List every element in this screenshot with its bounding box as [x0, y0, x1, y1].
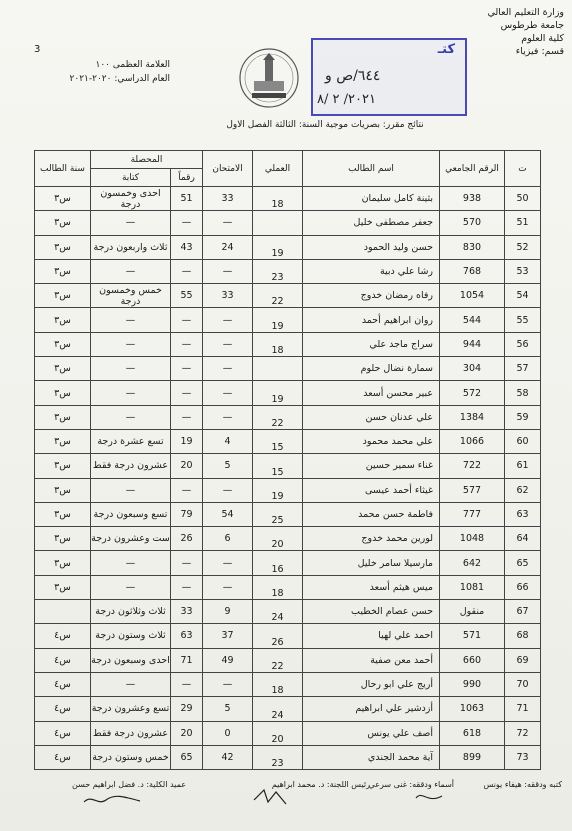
student-name-cell: جعفر مصطفى خليل: [303, 211, 440, 235]
student-name-cell: غناء سمير حسين: [303, 454, 440, 478]
student-year-cell: س٣: [35, 405, 91, 429]
exam-mark-cell: 0: [203, 721, 253, 745]
row-number-cell: 52: [505, 235, 541, 259]
total-numeric-cell: 26: [171, 527, 203, 551]
total-numeric-cell: 20: [171, 721, 203, 745]
row-number-cell: 53: [505, 259, 541, 283]
university-id-cell: 1066: [440, 429, 505, 453]
exam-mark-cell: 9: [203, 600, 253, 624]
table-row: [35, 381, 541, 405]
exam-mark-cell: —: [203, 551, 253, 575]
faculty-label: كلية العلوم: [521, 33, 564, 44]
student-year-cell: س٣: [35, 332, 91, 356]
total-numeric-cell: —: [171, 381, 203, 405]
table-row: [35, 600, 541, 624]
total-numeric-cell: —: [171, 259, 203, 283]
student-name-cell: حسن وليد الحمود: [303, 235, 440, 259]
total-words-cell: عشرون درجة فقط: [91, 721, 171, 745]
university-id-cell: 899: [440, 745, 505, 769]
student-year-cell: س٣: [35, 527, 91, 551]
total-words-cell: —: [91, 381, 171, 405]
university-id-cell: 777: [440, 502, 505, 526]
practical-mark-cell: 25: [253, 502, 303, 526]
course-caption: نتائج مقرر: بصريات موجية السنة: الثالثة الفصل الاول: [226, 120, 424, 130]
student-year-cell: س٣: [35, 551, 91, 575]
exam-mark-cell: —: [203, 259, 253, 283]
row-number-cell: 63: [505, 502, 541, 526]
practical-mark-cell: 20: [253, 721, 303, 745]
total-numeric-cell: —: [171, 357, 203, 381]
exam-mark-cell: —: [203, 381, 253, 405]
student-year-cell: س٤: [35, 624, 91, 648]
student-year-cell: س٣: [35, 187, 91, 211]
total-words-cell: تسع وسبعون درجة: [91, 502, 171, 526]
exam-mark-cell: 6: [203, 527, 253, 551]
exam-mark-cell: 54: [203, 502, 253, 526]
max-mark-label: العلامة العظمى ١٠٠: [95, 60, 170, 70]
row-number-cell: 72: [505, 721, 541, 745]
exam-mark-cell: 5: [203, 697, 253, 721]
practical-mark-cell: 18: [253, 332, 303, 356]
total-numeric-cell: —: [171, 478, 203, 502]
university-id-cell: 570: [440, 211, 505, 235]
row-number-cell: 68: [505, 624, 541, 648]
university-logo-icon: [238, 47, 300, 109]
total-words-cell: ثلاث وستون درجة: [91, 624, 171, 648]
row-number-cell: 55: [505, 308, 541, 332]
student-year-cell: س٣: [35, 259, 91, 283]
practical-mark-cell: 23: [253, 259, 303, 283]
practical-mark-cell: 26: [253, 624, 303, 648]
student-name-cell: أصف علي يونس: [303, 721, 440, 745]
university-label: جامعة طرطوس: [500, 20, 564, 31]
table-row: [35, 405, 541, 429]
table-row: [35, 429, 541, 453]
student-year-cell: [35, 600, 91, 624]
student-year-cell: س٤: [35, 697, 91, 721]
total-numeric-cell: 51: [171, 187, 203, 211]
university-id-cell: 1054: [440, 284, 505, 308]
table-row: [35, 211, 541, 235]
total-words-cell: —: [91, 478, 171, 502]
row-number-cell: 57: [505, 357, 541, 381]
university-id-cell: 768: [440, 259, 505, 283]
practical-mark-cell: 24: [253, 600, 303, 624]
student-year-cell: س٣: [35, 308, 91, 332]
dean-label: عميد الكلية: د. فضل ابراهيم حسن: [72, 780, 186, 789]
practical-mark-cell: 18: [253, 187, 303, 211]
row-number-cell: 70: [505, 672, 541, 696]
exam-mark-cell: 33: [203, 284, 253, 308]
total-words-cell: تسع وعشرون درجة: [91, 697, 171, 721]
total-words-cell: خمس وخمسون درجة: [91, 284, 171, 308]
exam-mark-cell: 4: [203, 429, 253, 453]
student-name-cell: علي محمد محمود: [303, 429, 440, 453]
table-row: [35, 308, 541, 332]
student-name-cell: سمارة نضال حلوم: [303, 357, 440, 381]
total-words-cell: ثلاث واربعون درجة: [91, 235, 171, 259]
table-row: [35, 551, 541, 575]
student-name-cell: عبير محسن أسعد: [303, 381, 440, 405]
exam-info: [30, 44, 170, 86]
university-id-cell: 1048: [440, 527, 505, 551]
table-row: [35, 187, 541, 211]
header-num: ت: [505, 151, 541, 187]
student-name-cell: روان ابراهيم أحمد: [303, 308, 440, 332]
exam-mark-cell: —: [203, 478, 253, 502]
table-row: [35, 624, 541, 648]
table-row: [35, 284, 541, 308]
table-row: [35, 575, 541, 599]
practical-mark-cell: 20: [253, 527, 303, 551]
student-year-cell: س٣: [35, 357, 91, 381]
total-numeric-cell: —: [171, 211, 203, 235]
total-words-cell: —: [91, 551, 171, 575]
total-numeric-cell: —: [171, 575, 203, 599]
student-name-cell: سراج ماجد علي: [303, 332, 440, 356]
total-words-cell: احدى وسبعون درجة: [91, 648, 171, 672]
total-numeric-cell: 43: [171, 235, 203, 259]
student-name-cell: احمد علي لهيا: [303, 624, 440, 648]
row-number-cell: 58: [505, 381, 541, 405]
header-practical: العملي: [253, 151, 303, 187]
total-numeric-cell: 19: [171, 429, 203, 453]
total-words-cell: احدى وخمسون درجة: [91, 187, 171, 211]
practical-mark-cell: 15: [253, 429, 303, 453]
practical-mark-cell: 22: [253, 284, 303, 308]
student-year-cell: س٤: [35, 745, 91, 769]
header-exam: الامتحان: [203, 151, 253, 187]
university-id-cell: 722: [440, 454, 505, 478]
student-year-cell: س٣: [35, 235, 91, 259]
university-id-cell: 304: [440, 357, 505, 381]
exam-mark-cell: 42: [203, 745, 253, 769]
total-numeric-cell: 55: [171, 284, 203, 308]
university-id-cell: 1384: [440, 405, 505, 429]
university-id-cell: 642: [440, 551, 505, 575]
table-row: [35, 235, 541, 259]
exam-mark-cell: —: [203, 211, 253, 235]
table-row: [35, 672, 541, 696]
academic-year-label: العام الدراسي: ٢٠٢٠-٢٠٢١: [69, 74, 170, 84]
table-row: [35, 721, 541, 745]
student-year-cell: س٣: [35, 454, 91, 478]
table-row: [35, 332, 541, 356]
exam-mark-cell: 5: [203, 454, 253, 478]
total-words-cell: —: [91, 308, 171, 332]
university-id-cell: 944: [440, 332, 505, 356]
total-words-cell: ثلاث وثلاثون درجة: [91, 600, 171, 624]
exam-mark-cell: —: [203, 575, 253, 599]
student-year-cell: س٣: [35, 211, 91, 235]
university-id-cell: 990: [440, 672, 505, 696]
student-year-cell: س٣: [35, 575, 91, 599]
student-name-cell: آية محمد الجندي: [303, 745, 440, 769]
table-row: [35, 478, 541, 502]
student-name-cell: علي عدنان حسن: [303, 405, 440, 429]
exam-mark-cell: 24: [203, 235, 253, 259]
row-number-cell: 50: [505, 187, 541, 211]
checker-label: كتبه ودققه: هيفاء يونس: [483, 780, 562, 789]
row-number-cell: 67: [505, 600, 541, 624]
header-student-year: سنة الطالب: [35, 151, 91, 187]
exam-mark-cell: —: [203, 357, 253, 381]
exam-mark-cell: 37: [203, 624, 253, 648]
committee-signature-icon: [250, 786, 290, 808]
student-year-cell: س٣: [35, 502, 91, 526]
total-numeric-cell: —: [171, 551, 203, 575]
row-number-cell: 73: [505, 745, 541, 769]
table-row: [35, 454, 541, 478]
student-year-cell: س٤: [35, 721, 91, 745]
row-number-cell: 69: [505, 648, 541, 672]
total-numeric-cell: —: [171, 672, 203, 696]
exam-mark-cell: —: [203, 405, 253, 429]
total-words-cell: —: [91, 575, 171, 599]
university-id-cell: 544: [440, 308, 505, 332]
practical-mark-cell: 23: [253, 745, 303, 769]
student-name-cell: رشا علي دبية: [303, 259, 440, 283]
exam-mark-cell: —: [203, 308, 253, 332]
university-id-cell: 660: [440, 648, 505, 672]
university-id-cell: 830: [440, 235, 505, 259]
stamp-ref-number: ٦٤٤/ص و: [325, 68, 381, 84]
practical-mark-cell: 22: [253, 648, 303, 672]
student-year-cell: س٣: [35, 429, 91, 453]
student-name-cell: مارسيلا سامر خليل: [303, 551, 440, 575]
total-words-cell: —: [91, 672, 171, 696]
table-row: [35, 697, 541, 721]
university-id-cell: 1081: [440, 575, 505, 599]
page-number: 3: [34, 44, 41, 55]
university-id-cell: 1063: [440, 697, 505, 721]
members-label: أسماء ودققه: غنى سرعي: [368, 780, 454, 789]
total-numeric-cell: 29: [171, 697, 203, 721]
row-number-cell: 59: [505, 405, 541, 429]
total-words-cell: تسع عشرة درجة: [91, 429, 171, 453]
practical-mark-cell: 15: [253, 454, 303, 478]
row-number-cell: 56: [505, 332, 541, 356]
department-label: قسم: فيزياء: [515, 46, 564, 57]
stamp-date: ٢٠٢١/ ٢ /٨: [317, 92, 376, 107]
header-total: المحصلة: [91, 151, 203, 169]
total-words-cell: عشرون درجة فقط: [91, 454, 171, 478]
committee-head-label: رئيس اللجنة: د. محمد ابراهيم: [271, 780, 370, 789]
total-numeric-cell: —: [171, 405, 203, 429]
total-numeric-cell: —: [171, 308, 203, 332]
practical-mark-cell: [253, 211, 303, 235]
university-id-cell: 618: [440, 721, 505, 745]
practical-mark-cell: 18: [253, 575, 303, 599]
total-numeric-cell: —: [171, 332, 203, 356]
student-name-cell: بثينة كامل سليمان: [303, 187, 440, 211]
total-numeric-cell: 20: [171, 454, 203, 478]
student-year-cell: س٣: [35, 478, 91, 502]
total-numeric-cell: 65: [171, 745, 203, 769]
total-words-cell: —: [91, 332, 171, 356]
student-year-cell: س٤: [35, 648, 91, 672]
student-year-cell: س٣: [35, 381, 91, 405]
student-name-cell: رفاه رمضان خدوج: [303, 284, 440, 308]
header-university-id: الرقم الجامعي: [440, 151, 505, 187]
registry-stamp: [311, 38, 467, 116]
university-id-cell: 938: [440, 187, 505, 211]
row-number-cell: 61: [505, 454, 541, 478]
total-words-cell: —: [91, 211, 171, 235]
university-id-cell: 571: [440, 624, 505, 648]
student-name-cell: أحمد معن صفية: [303, 648, 440, 672]
practical-mark-cell: 19: [253, 381, 303, 405]
row-number-cell: 66: [505, 575, 541, 599]
table-row: [35, 648, 541, 672]
practical-mark-cell: [253, 357, 303, 381]
stamp-title: كتـ: [437, 42, 455, 57]
university-id-cell: منقول: [440, 600, 505, 624]
practical-mark-cell: 18: [253, 672, 303, 696]
table-row: [35, 357, 541, 381]
row-number-cell: 71: [505, 697, 541, 721]
total-words-cell: ست وعشرون درجة: [91, 527, 171, 551]
table-row: [35, 259, 541, 283]
student-year-cell: س٤: [35, 672, 91, 696]
total-numeric-cell: 79: [171, 502, 203, 526]
header-total-numeric: رقماً: [171, 169, 203, 187]
total-words-cell: —: [91, 259, 171, 283]
checker-signature-icon: [414, 790, 444, 804]
student-year-cell: س٣: [35, 284, 91, 308]
exam-mark-cell: —: [203, 332, 253, 356]
table-row: [35, 527, 541, 551]
practical-mark-cell: 22: [253, 405, 303, 429]
student-name-cell: غيثاء أحمد عيسى: [303, 478, 440, 502]
practical-mark-cell: 16: [253, 551, 303, 575]
total-numeric-cell: 63: [171, 624, 203, 648]
row-number-cell: 54: [505, 284, 541, 308]
results-table: [34, 150, 541, 770]
signature-footer: [10, 776, 562, 806]
total-words-cell: —: [91, 357, 171, 381]
total-numeric-cell: 33: [171, 600, 203, 624]
student-name-cell: ميس هيثم أسعد: [303, 575, 440, 599]
dean-signature-icon: [82, 792, 142, 808]
table-row: [35, 745, 541, 769]
student-name-cell: لورين محمد خدوج: [303, 527, 440, 551]
practical-mark-cell: 24: [253, 697, 303, 721]
header-total-words: كتابة: [91, 169, 171, 187]
practical-mark-cell: 19: [253, 235, 303, 259]
exam-mark-cell: —: [203, 672, 253, 696]
row-number-cell: 51: [505, 211, 541, 235]
total-numeric-cell: 71: [171, 648, 203, 672]
student-name-cell: فاطمة حسن محمد: [303, 502, 440, 526]
exam-mark-cell: 33: [203, 187, 253, 211]
row-number-cell: 62: [505, 478, 541, 502]
table-row: [35, 502, 541, 526]
student-name-cell: أريج علي ابو رحال: [303, 672, 440, 696]
university-id-cell: 577: [440, 478, 505, 502]
header-student-name: اسم الطالب: [303, 151, 440, 187]
practical-mark-cell: 19: [253, 478, 303, 502]
exam-mark-cell: 49: [203, 648, 253, 672]
practical-mark-cell: 19: [253, 308, 303, 332]
total-words-cell: خمس وستون درجة: [91, 745, 171, 769]
student-name-cell: حسن عصام الخطيب: [303, 600, 440, 624]
row-number-cell: 60: [505, 429, 541, 453]
university-id-cell: 572: [440, 381, 505, 405]
row-number-cell: 65: [505, 551, 541, 575]
ministry-label: وزارة التعليم العالي: [487, 7, 564, 18]
student-name-cell: أزدشير علي ابراهيم: [303, 697, 440, 721]
row-number-cell: 64: [505, 527, 541, 551]
total-words-cell: —: [91, 405, 171, 429]
